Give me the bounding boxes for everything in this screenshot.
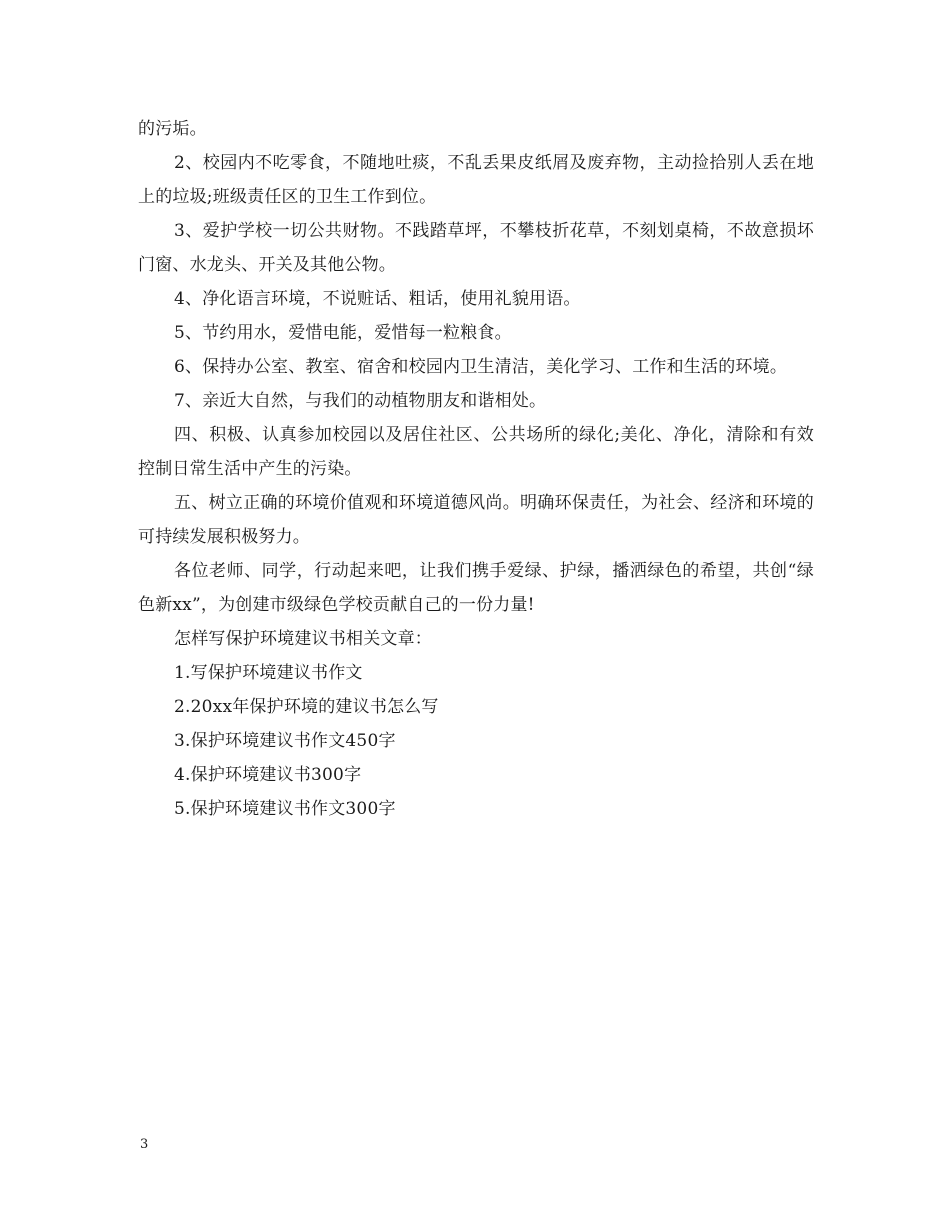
paragraph-continuation: 的污垢。 bbox=[138, 119, 207, 139]
related-article-link-2[interactable]: 2.20xx年保护环境的建议书怎么写 bbox=[174, 697, 439, 717]
page-number: 3 bbox=[140, 1137, 149, 1152]
paragraph-rule-4: 4、净化语言环境，不说赃话、粗话，使用礼貌用语。 bbox=[174, 289, 581, 309]
paragraph-rule-6: 6、保持办公室、教室、宿舍和校园内卫生清洁，美化学习、工作和生活的环境。 bbox=[174, 357, 788, 377]
related-articles-heading: 怎样写保护环境建议书相关文章： bbox=[174, 629, 432, 649]
related-article-link-4[interactable]: 4.保护环境建议书300字 bbox=[174, 765, 362, 785]
paragraph-rule-5: 5、节约用水，爱惜电能，爱惜每一粒粮食。 bbox=[174, 323, 512, 343]
paragraph-rule-2: 2、校园内不吃零食，不随地吐痰，不乱丢果皮纸屑及废弃物，主动捡拾别人丢在地上的垃圾;班级责任区的卫生工作到位。 bbox=[138, 153, 814, 207]
related-article-link-5[interactable]: 5.保护环境建议书作文300字 bbox=[174, 799, 396, 819]
paragraph-section-4: 四、积极、认真参加校园以及居住社区、公共场所的绿化;美化、净化，清除和有效控制日常生活中产生的污染。 bbox=[138, 425, 814, 479]
document-body bbox=[138, 112, 814, 826]
paragraph-rule-3: 3、爱护学校一切公共财物。不践踏草坪，不攀枝折花草，不刻划桌椅，不故意损坏门窗、水龙头、开关及其他公物。 bbox=[138, 221, 814, 275]
paragraph-call-to-action: 各位老师、同学，行动起来吧，让我们携手爱绿、护绿，播洒绿色的希望，共创“绿色新xx”，为创建市级绿色学校贡献自己的一份力量! bbox=[138, 561, 814, 615]
related-article-link-1[interactable]: 1.写保护环境建议书作文 bbox=[174, 663, 363, 683]
paragraph-section-5: 五、树立正确的环境价值观和环境道德风尚。明确环保责任，为社会、经济和环境的可持续发展积极努力。 bbox=[138, 493, 814, 547]
related-article-link-3[interactable]: 3.保护环境建议书作文450字 bbox=[174, 731, 396, 751]
paragraph-rule-7: 7、亲近大自然，与我们的动植物朋友和谐相处。 bbox=[174, 391, 547, 411]
